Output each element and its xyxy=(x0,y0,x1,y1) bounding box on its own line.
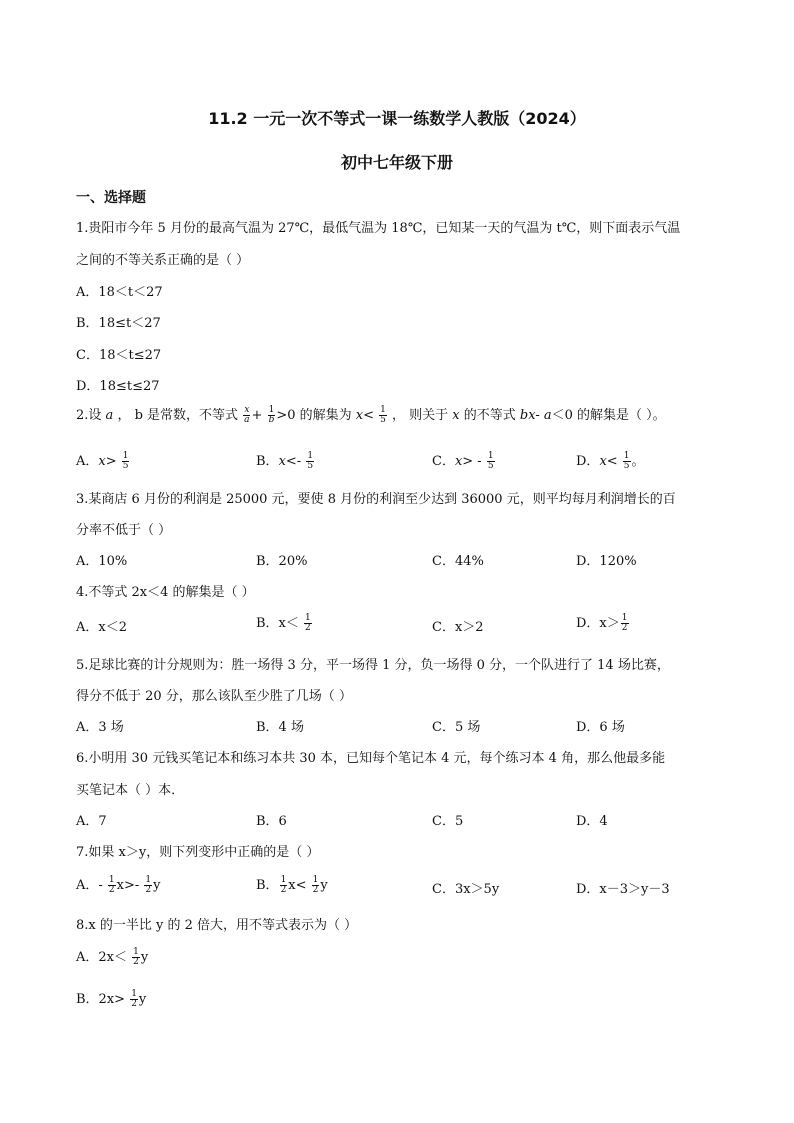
question-4-line-1: 4.不等式 2x＜4 的解集是（ ） xyxy=(76,585,255,600)
question-6-option-b: B．6 xyxy=(256,814,287,829)
fraction: $\frac{1}{2}$ xyxy=(108,875,115,895)
q2-text: ， b 是常数，不等式 xyxy=(113,408,243,423)
q2-text: >0 的解集为 xyxy=(276,408,356,423)
question-1-option-a: A．18＜t＜27 xyxy=(76,285,163,300)
question-3-line-2: 分率不低于（ ） xyxy=(76,523,172,538)
fraction: $\frac{1}{2}$ xyxy=(145,875,152,895)
question-3-option-b: B．20% xyxy=(256,554,308,569)
fraction: $\frac{1}{2}$ xyxy=(621,613,628,633)
q2-text: ＜0 的解集是（ ）。 xyxy=(551,408,666,423)
question-2-option-c: C．x> - $\frac{1}{5}$ xyxy=(432,451,494,471)
question-6-option-a: A．7 xyxy=(76,814,107,829)
q2-lt: < xyxy=(363,408,379,423)
document-title: 11.2 一元一次不等式一课一练数学人教版（2024） xyxy=(208,109,586,128)
question-6-option-d: D．4 xyxy=(576,814,608,829)
fraction: $\frac{x}{a}$ xyxy=(244,405,250,425)
question-2-stem xyxy=(76,404,666,425)
q2-var-a: a xyxy=(105,408,114,423)
q2-text: ， 则关于 xyxy=(387,408,453,423)
question-5-line-2: 得分不低于 20 分，那么该队至少胜了几场（ ） xyxy=(76,689,352,704)
question-2-option-b: B．x<- $\frac{1}{5}$ xyxy=(256,451,314,471)
question-7-option-d: D．x－3＞y－3 xyxy=(576,882,670,897)
question-7-option-b: B． $\frac{1}{2}$ x< $\frac{1}{2}$ y xyxy=(256,875,328,895)
fraction: $\frac{1}{5}$ xyxy=(623,451,630,471)
q2-plus: + xyxy=(251,408,267,423)
question-1-option-b: B．18≤t＜27 xyxy=(76,316,161,331)
question-4-option-c: C．x＞2 xyxy=(432,620,484,635)
question-8-line-1: 8.x 的一半比 y 的 2 倍大，用不等式表示为（ ） xyxy=(76,918,358,933)
question-6-option-c: C．5 xyxy=(432,814,464,829)
document-subtitle: 初中七年级下册 xyxy=(340,153,453,172)
question-8-option-b: B．2x> $\frac{1}{2}$ y xyxy=(76,989,147,1009)
question-3-option-d: D．120% xyxy=(576,554,637,569)
fraction: $\frac{1}{2}$ xyxy=(133,947,139,967)
question-5-line-1: 5.足球比赛的计分规则为：胜一场得 3 分，平一场得 1 分，负一场得 0 分，一个队进行了 14 场比赛， xyxy=(76,658,670,673)
fraction: $\frac{1}{2}$ xyxy=(305,613,311,633)
question-5-option-c: C．5 场 xyxy=(432,720,481,735)
fraction: $\frac{1}{b}$ xyxy=(268,405,275,425)
q2-expr: bx- a xyxy=(519,408,552,423)
question-7-option-c: C．3x＞5y xyxy=(432,882,500,897)
question-8-option-a: A．2x＜ $\frac{1}{2}$ y xyxy=(76,947,149,967)
question-2-option-a: A．x> $\frac{1}{5}$ xyxy=(76,451,129,471)
question-6-line-1: 6.小明用 30 元钱买笔记本和练习本共 30 本，已知每个笔记本 4 元，每个练习本 4 角，那么他最多能 xyxy=(76,751,666,766)
q2-var-x: x xyxy=(452,408,460,423)
question-5-option-d: D．6 场 xyxy=(576,720,625,735)
question-1-line-1: 1.贵阳市今年 5 月份的最高气温为 27℃，最低气温为 18℃，已知某一天的气温为 t℃，则下面表示气温 xyxy=(76,221,681,236)
fraction: $\frac{1}{5}$ xyxy=(380,405,386,425)
question-3-line-1: 3.某商店 6 月份的利润是 25000 元，要使 8 月份的利润至少达到 36000 元，则平均每月利润增长的百 xyxy=(76,492,676,507)
question-7-option-a: A．- $\frac{1}{2}$ x>- $\frac{1}{2}$ y xyxy=(76,875,161,895)
fraction: $\frac{1}{5}$ xyxy=(487,451,494,471)
fraction: $\frac{1}{2}$ xyxy=(312,875,319,895)
question-4-option-a: A．x＜2 xyxy=(76,620,127,635)
fraction: $\frac{1}{2}$ xyxy=(131,989,137,1009)
question-2-option-d: D．x< $\frac{1}{5}$ 。 xyxy=(576,451,645,471)
question-1-option-d: D．18≤t≤27 xyxy=(76,379,160,394)
question-5-option-b: B．4 场 xyxy=(256,720,304,735)
section-heading: 一、选择题 xyxy=(76,190,146,206)
question-4-option-d: D．x＞ $\frac{1}{2}$ xyxy=(576,613,628,633)
question-3-option-a: A．10% xyxy=(76,554,128,569)
question-7-line-1: 7.如果 x＞y，则下列变形中正确的是（ ） xyxy=(76,845,320,860)
question-1-option-c: C．18＜t≤27 xyxy=(76,348,162,363)
fraction: $\frac{1}{5}$ xyxy=(122,451,129,471)
question-4-option-b: B．x＜ $\frac{1}{2}$ xyxy=(256,613,311,633)
q2-text: 的不等式 xyxy=(459,408,520,423)
fraction: $\frac{1}{2}$ xyxy=(280,875,287,895)
question-5-option-a: A．3 场 xyxy=(76,720,124,735)
question-1-line-2: 之间的不等关系正确的是（ ） xyxy=(76,253,250,268)
q2-var-x: x xyxy=(355,408,364,423)
q2-text: 2.设 xyxy=(76,408,106,423)
question-6-line-2: 买笔记本（ ）本． xyxy=(76,783,185,798)
fraction: $\frac{1}{5}$ xyxy=(307,451,314,471)
question-3-option-c: C．44% xyxy=(432,554,484,569)
